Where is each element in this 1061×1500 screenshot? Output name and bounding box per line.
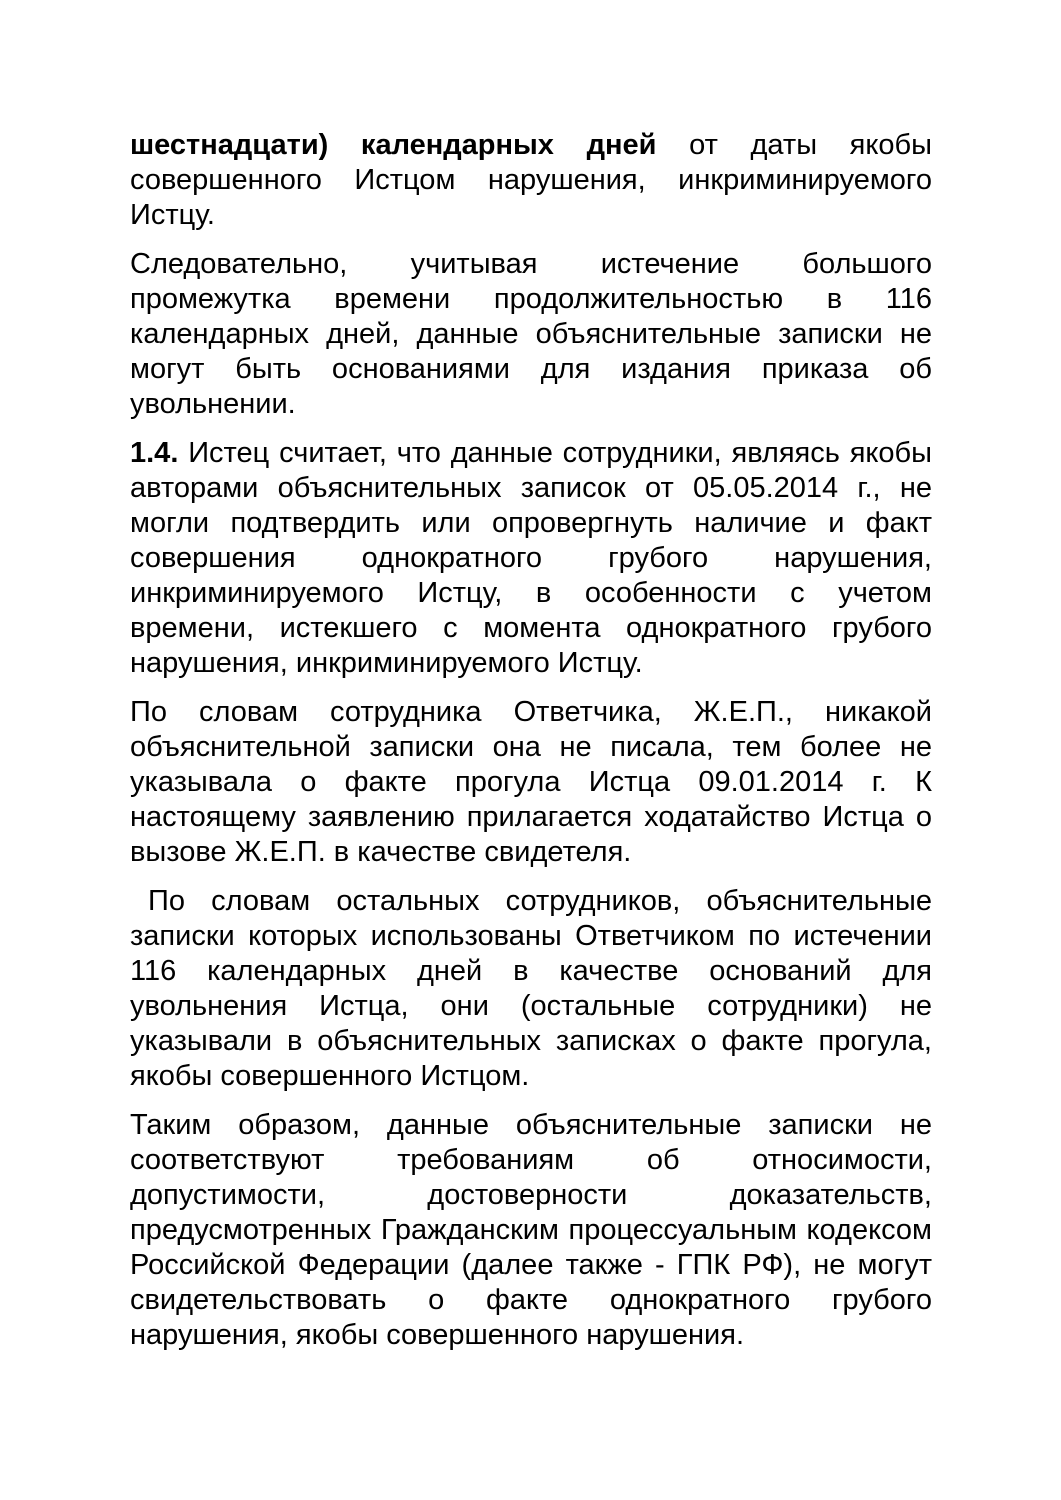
section-number: 1.4.: [130, 437, 179, 469]
paragraph-section-1-4: [130, 436, 932, 681]
paragraph-conclusion: Таким образом, данные объяснительные записки не соответствуют требованиям об относимости, допустимости, достоверности доказательств, предусмотренных Гражданским процессуальным кодексом Российской Федерации (далее также - ГПК РФ), не могут свидетельствовать о факте однократного грубого нарушения, якобы совершенного нарушения.: [130, 1109, 932, 1351]
paragraph-other-employees: По словам остальных сотрудников, объяснительные записки которых использованы Ответчиком по истечении 116 календарных дней в качестве оснований для увольнения Истца, они (остальные сотрудники) не указывали в объяснительных записках о факте прогула, якобы совершенного Истцом.: [130, 885, 932, 1092]
paragraph-employee-statement: По словам сотрудника Ответчика, Ж.Е.П., никакой объяснительной записки она не писала, тем более не указывала о факте прогула Истца 09.01.2014 г. К настоящему заявлению прилагается ходатайство Истца о вызове Ж.Е.П. в качестве свидетеля.: [130, 696, 932, 868]
paragraph-text: Истец считает, что данные сотрудники, являясь якобы авторами объяснительных записок от 05.05.2014 г., не могли подтвердить или опровергнуть наличие и факт совершения однократного грубого нарушения, инкриминируемого Истцу, в особенности с учетом времени, истекшего с момента однократного грубого нарушения, инкриминируемого Истцу.: [130, 437, 932, 679]
bold-phrase: шестнадцати) календарных дней: [130, 129, 657, 161]
paragraph-consequently: Следовательно, учитывая истечение большого промежутка времени продолжительностью в 116 календарных дней, данные объяснительные записки не могут быть основаниями для издания приказа об увольнении.: [130, 248, 932, 420]
paragraph-text: от даты якобы совершенного Истцом нарушения, инкриминируемого Истцу.: [130, 129, 932, 231]
paragraph-continuation: [130, 128, 932, 233]
document-page: [130, 128, 932, 1367]
